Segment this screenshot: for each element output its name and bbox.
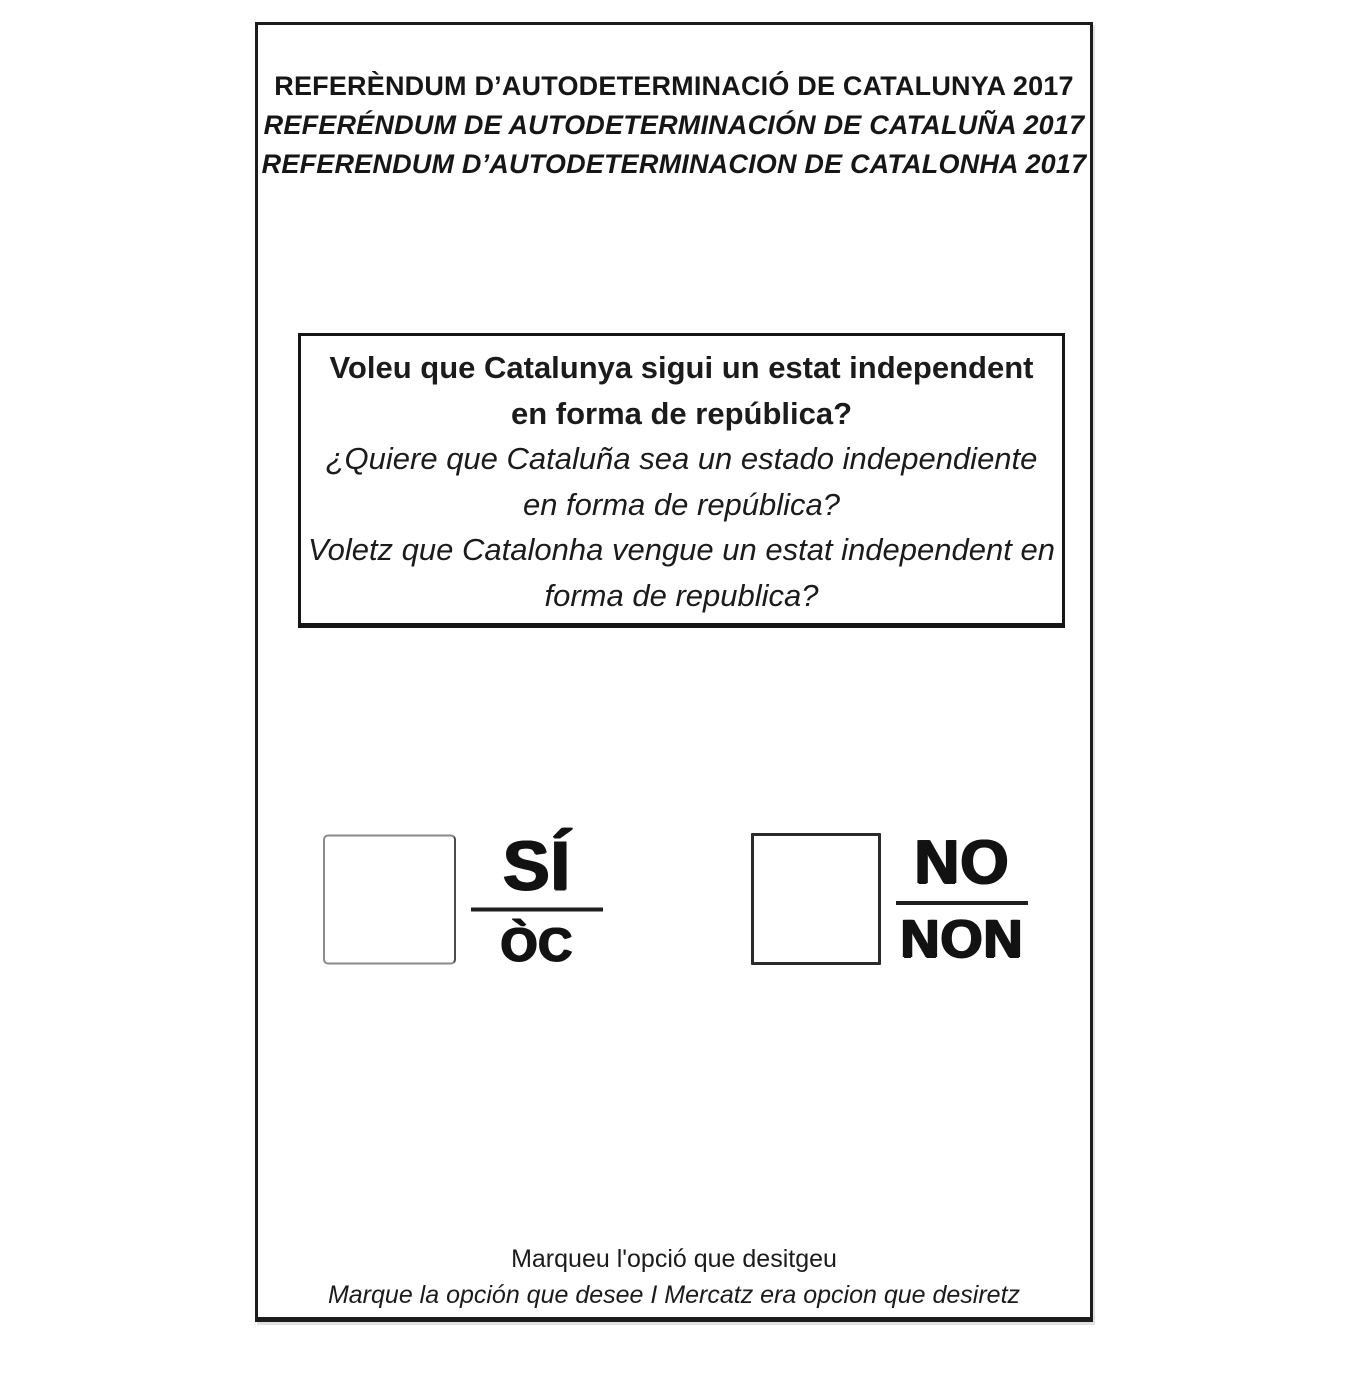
no-label-non: NON — [900, 909, 1024, 969]
no-fraction-bar — [896, 901, 1028, 905]
question-catalan — [301, 345, 1062, 436]
question-occitan-line1: Voletz que Catalonha vengue un estat independent en — [308, 532, 1055, 567]
title-catalan: REFERÈNDUM D’AUTODETERMINACIÓ DE CATALUNYA 2017 — [274, 71, 1074, 101]
ballot-title — [258, 67, 1090, 184]
question-catalan-line1: Voleu que Catalunya sigui un estat independent — [329, 350, 1034, 385]
instructions — [258, 1241, 1090, 1313]
ballot-paper — [255, 22, 1093, 1322]
question-spanish — [301, 436, 1062, 527]
no-label-no: NO — [914, 828, 1010, 897]
yes-fraction-bar — [471, 908, 603, 912]
option-yes — [323, 826, 603, 971]
question-spanish-line2: en forma de república? — [522, 486, 841, 522]
question-box — [298, 333, 1065, 628]
option-no — [751, 828, 1028, 969]
instructions-catalan: Marqueu l'opció que desitgeu — [511, 1245, 837, 1273]
yes-label-oc: ÒC — [500, 917, 574, 971]
title-occitan: REFERENDUM D’AUTODETERMINACION DE CATALONHA 2017 — [261, 149, 1087, 179]
title-spanish: REFERÉNDUM DE AUTODETERMINACIÓN DE CATALUÑA 2017 — [263, 110, 1085, 140]
yes-label-si: SÍ — [502, 826, 572, 905]
no-labels — [896, 828, 1028, 969]
question-catalan-line2: en forma de república? — [510, 395, 853, 431]
question-occitan — [301, 527, 1062, 618]
yes-labels — [471, 826, 603, 971]
yes-checkbox[interactable] — [323, 834, 456, 964]
no-checkbox[interactable] — [751, 833, 881, 965]
question-spanish-line1: ¿Quiere que Cataluña sea un estado independiente — [325, 441, 1038, 476]
instructions-spanish-occitan: Marque la opción que desee I Mercatz era opcion que desiretz — [327, 1281, 1021, 1309]
question-occitan-line2: forma de republica? — [544, 577, 819, 613]
